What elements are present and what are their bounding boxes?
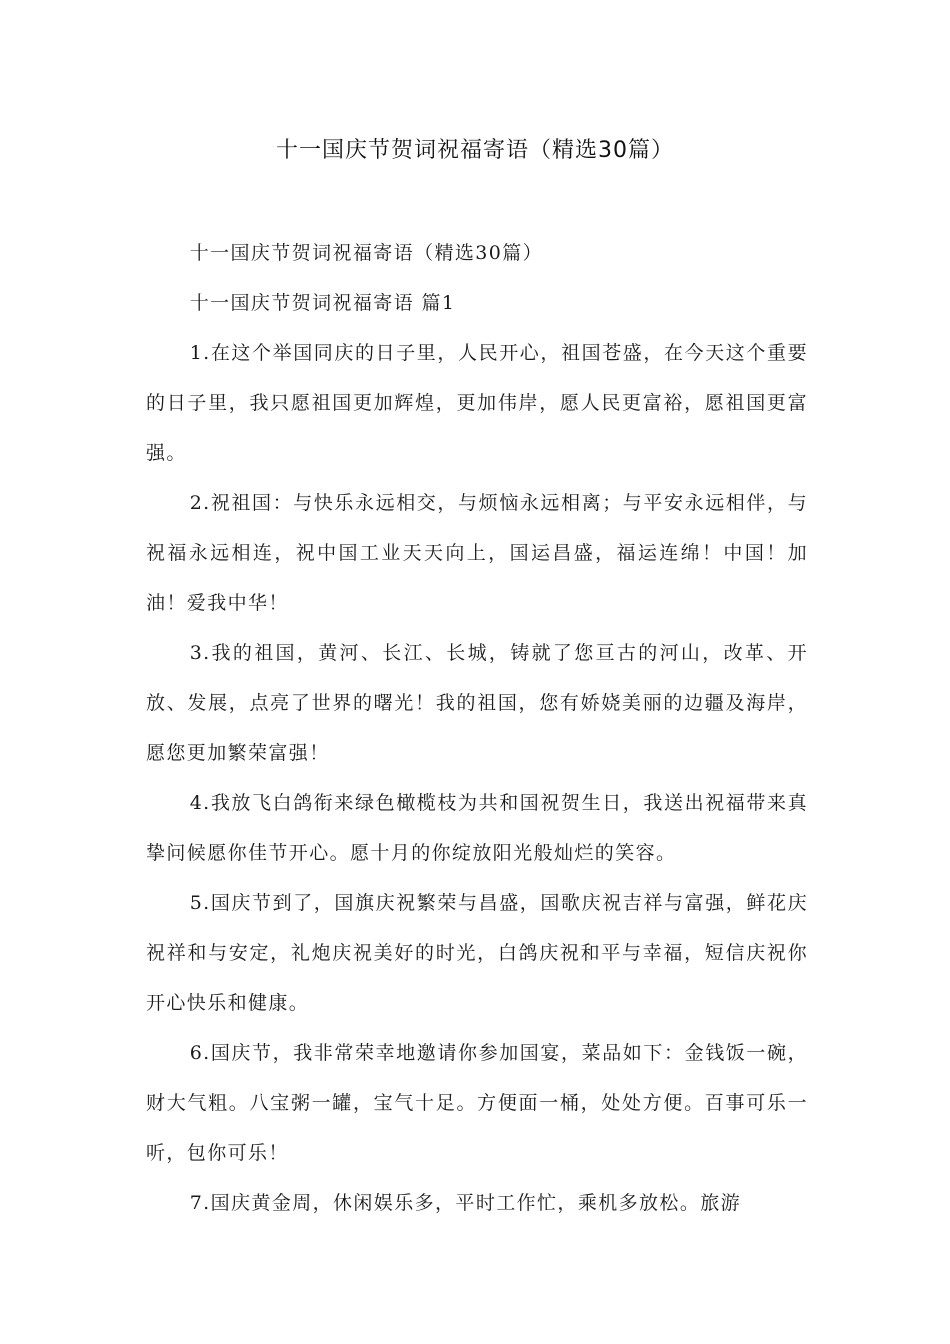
document-body	[146, 228, 808, 1228]
section-heading: 十一国庆节贺词祝福寄语 篇1	[189, 292, 456, 314]
paragraph-3: 3.我的祖国，黄河、长江、长城，铸就了您亘古的河山，改革、开放、发展，点亮了世界的曙光！我的祖国，您有娇娆美丽的边疆及海岸，愿您更加繁荣富强！	[146, 642, 808, 764]
paragraph-4: 4.我放飞白鸽衔来绿色橄榄枝为共和国祝贺生日，我送出祝福带来真挚问候愿你佳节开心。愿十月的你绽放阳光般灿烂的笑容。	[146, 792, 808, 864]
document-title: 十一国庆节贺词祝福寄语（精选30篇）	[276, 138, 674, 163]
paragraph-1: 1.在这个举国同庆的日子里，人民开心，祖国苍盛，在今天这个重要的日子里，我只愿祖国更加辉煌，更加伟岸，愿人民更富裕，愿祖国更富强。	[146, 342, 808, 464]
paragraph-2: 2.祝祖国：与快乐永远相交，与烦恼永远相离；与平安永远相伴，与祝福永远相连，祝中国工业天天向上，国运昌盛，福运连绵！中国！加油！爱我中华！	[146, 492, 808, 614]
paragraph-7: 7.国庆黄金周，休闲娱乐多，平时工作忙，乘机多放松。旅游	[189, 1192, 742, 1214]
paragraph-5: 5.国庆节到了，国旗庆祝繁荣与昌盛，国歌庆祝吉祥与富强，鲜花庆祝祥和与安定，礼炮庆祝美好的时光，白鸽庆祝和平与幸福，短信庆祝你开心快乐和健康。	[146, 892, 808, 1014]
subtitle-line: 十一国庆节贺词祝福寄语（精选30篇）	[189, 242, 544, 264]
paragraph-6: 6.国庆节，我非常荣幸地邀请你参加国宴，菜品如下：金钱饭一碗，财大气粗。八宝粥一罐，宝气十足。方便面一桶，处处方便。百事可乐一听，包你可乐！	[146, 1042, 808, 1164]
